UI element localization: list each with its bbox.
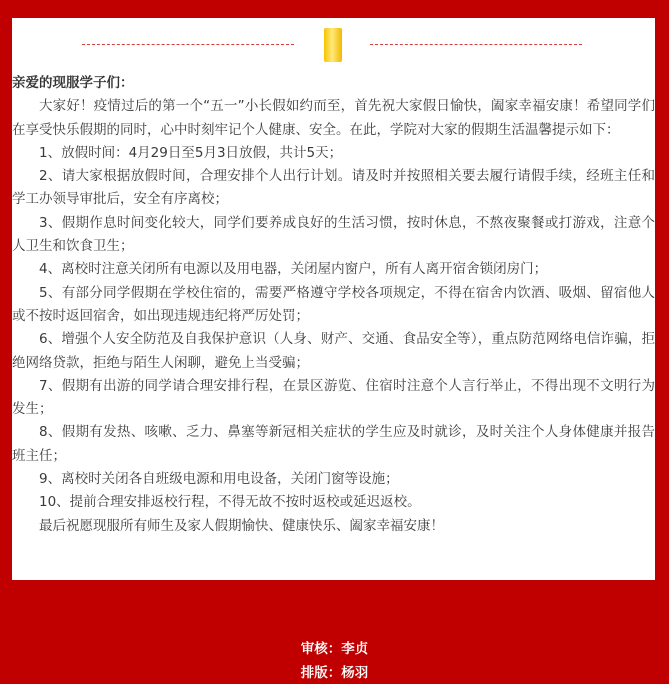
notice-card [12,18,655,580]
notice-item-4: 4、离校时注意关闭所有电源以及用电器，关闭屋内窗户，所有人离开宿舍锁闭房门； [39,261,548,278]
header-divider [12,28,655,62]
notice-item-6: 6、增强个人安全防范及自我保护意识（人身、财产、交通、食品安全等），重点防范网络电信诈骗，拒绝网络贷款，拒绝与陌生人闲聊，避免上当受骗； [12,331,655,371]
editor-credit: 排版：杨羽 [300,665,369,681]
closing-paragraph: 最后祝愿现服所有师生及家人假期愉快、健康快乐、阖家幸福安康！ [39,517,444,534]
intro-paragraph: 大家好！疫情过后的第一个“五一”小长假如约而至，首先祝大家假日愉快，阖家幸福安康！希望同学们在享受快乐假期的同时，心中时刻牢记个人健康、安全。在此，学院对大家的假期生活温馨提示如下： [12,98,655,138]
notice-item-10: 10、提前合理安排返校行程，不得无故不按时返校或延迟返校。 [39,494,421,511]
notice-item-8: 8、假期有发热、咳嗽、乏力、鼻塞等新冠相关症状的学生应及时就诊，及时关注个人身体健康并报告班主任； [12,424,655,464]
notice-item-1: 1、放假时间：4月29日至5月3日放假，共计5天； [39,144,343,161]
notice-body [12,72,655,538]
notice-item-3: 3、假期作息时间变化较大，同学们要养成良好的生活习惯，按时休息，不熬夜聚餐或打游戏，注意个人卫生和饮食卫生； [12,214,655,255]
divider-line-left [82,44,294,45]
divider-line-right [370,44,582,45]
notice-item-2: 2、请大家根据放假时间，合理安排个人出行计划。请及时并按照相关要去履行请假手续，经班主任和学工办领导审批后，安全有序离校； [12,168,655,208]
ornament-bar-icon [324,28,342,62]
notice-item-7: 7、假期有出游的同学请合理安排行程，在景区游览、住宿时注意个人言行举止，不得出现不文明行为发生； [12,377,655,418]
reviewer-credit: 审核：李贞 [300,641,369,657]
greeting: 亲爱的现服学子们： [12,75,134,91]
notice-item-9: 9、离校时关闭各自班级电源和用电设备，关闭门窗等设施； [39,471,399,488]
notice-item-5: 5、有部分同学假期在学校住宿的，需要严格遵守学校各项规定，不得在宿舍内饮酒、吸烟、留宿他人或不按时返回宿舍，如出现违规违纪将严厉处罚； [12,284,655,324]
